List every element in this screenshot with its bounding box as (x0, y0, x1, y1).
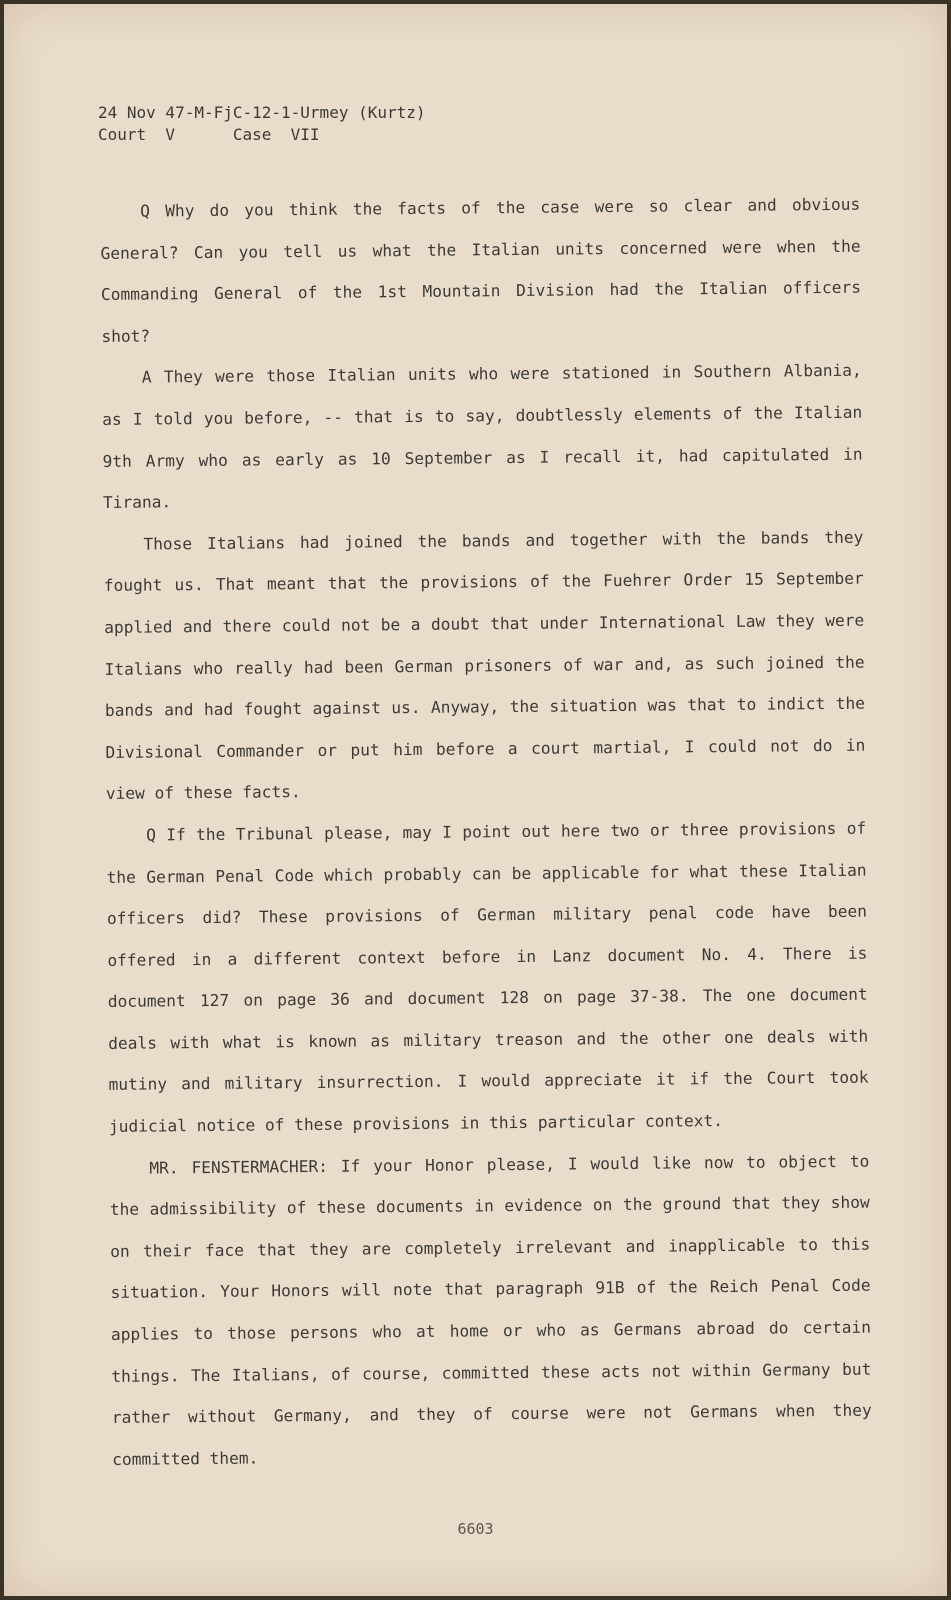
paragraph-answer-1-continued: Those Italians had joined the bands and together with the bands they fought us. That meant that the provisions of the Fuehrer Order 15 September applied and there could not be a doubt that under International Law they were Italians who really had been German prisoners of war and, as such joined the bands and had fought against us. Anyway, the situation was that to indict the Divisional Commander or put him before a court martial, I could not do in view of these facts. (103, 527, 866, 804)
document-page (4, 4, 947, 1596)
paragraph-question-2: Q If the Tribunal please, may I point out here two or three provisions of the German Penal Code which probably can be applicable for what these Italian officers did? These provisions of German military penal code have been offered in a different context before in Lanz document No. 4. There is document 127 on page 36 and document 128 on page 37-38. The one document deals with what is known as military treason and the other one deals with mutiny and military insurrection. I would appreciate it if the Court took judicial notice of these provisions in this particular context. (106, 818, 869, 1137)
header-court-case: Court V Case VII (98, 125, 320, 144)
paragraph-objection: MR. FENSTERMACHER: If your Honor please, I would like now to object to the admissibility of these documents in evidence on the ground that they show on their face that they are completely irrelevant and inapplicable to this situation. Your Honors will note that paragraph 91B of the Reich Penal Code applies to those persons who at home or who as Germans abroad do certain things. The Italians, of course, committed these acts not within Germany but rather without Germany, and they of course were not Germans when they committed them. (109, 1151, 872, 1469)
transcript-body (100, 184, 872, 1481)
page-number: 6603 (457, 1520, 494, 1538)
paragraph-question-1: Q Why do you think the facts of the case were so clear and obvious General? Can you tell us what the Italian units concerned were when the Commanding General of the 1st Mountain Division had the Italian officers shot? (100, 194, 862, 346)
header-reference: 24 Nov 47-M-FjC-12-1-Urmey (Kurtz) (98, 103, 426, 122)
document-header (98, 102, 426, 146)
paragraph-answer-1: A They were those Italian units who were stationed in Southern Albania, as I told you before, -- that is to say, doubtlessly elements of the Italian 9th Army who as early as 10 September as I recall it, had capitulated in Tirana. (102, 361, 863, 513)
